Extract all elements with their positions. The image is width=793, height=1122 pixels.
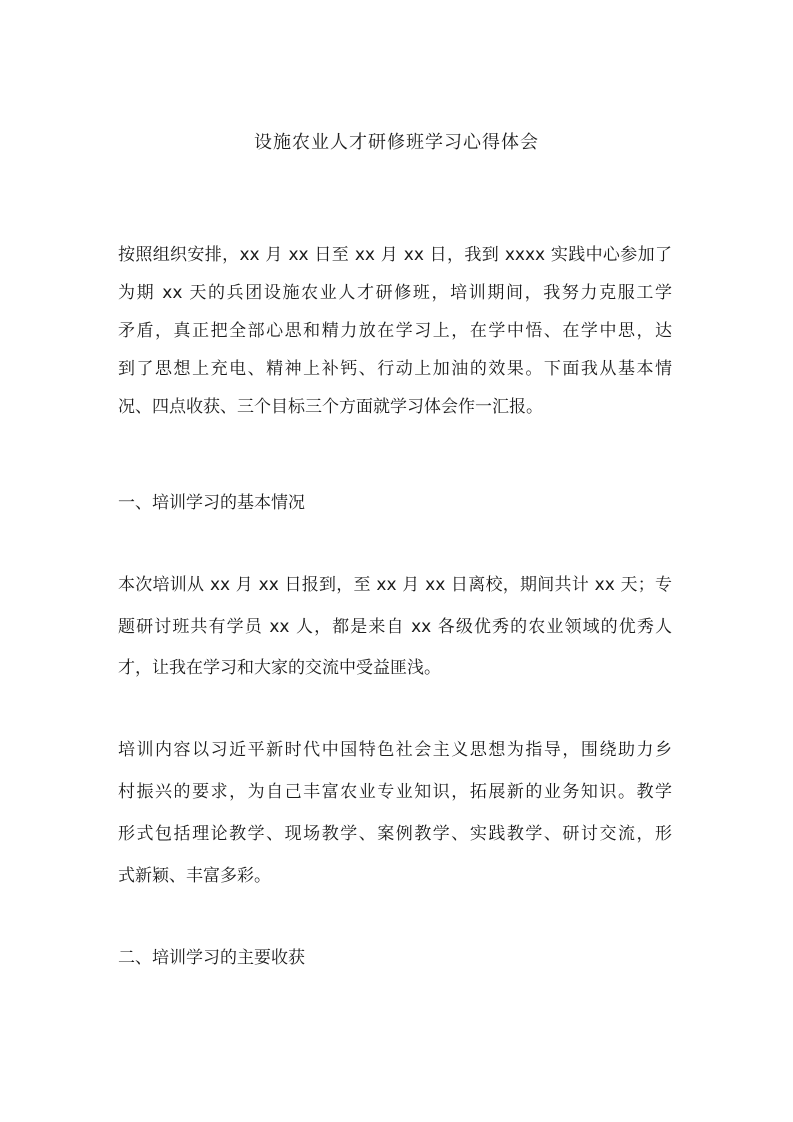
paragraph-line: 本次培训从 xx 月 xx 日报到，至 xx 月 xx 日离校，期间共计 xx 天；专: [118, 575, 672, 595]
paragraph-line: 为期 xx 天的兵团设施农业人才研修班，培训期间，我努力克服工学: [118, 283, 672, 303]
paragraph-line: 矛盾，真正把全部心思和精力放在学习上，在学中悟、在学中思，达: [118, 321, 672, 341]
section-heading-1: 一、培训学习的基本情况: [118, 493, 305, 513]
section-heading-2: 二、培训学习的主要收获: [118, 948, 305, 968]
paragraph-line: 形式包括理论教学、现场教学、案例教学、实践教学、研讨交流，形: [118, 824, 672, 844]
paragraph-line: 况、四点收获、三个目标三个方面就学习体会作一汇报。: [118, 397, 543, 417]
paragraph-line: 题研讨班共有学员 xx 人，都是来自 xx 各级优秀的农业领域的优秀人: [118, 617, 672, 637]
paragraph-line: 村振兴的要求，为自己丰富农业专业知识，拓展新的业务知识。教学: [118, 782, 672, 802]
paragraph-line: 到了思想上充电、精神上补钙、行动上加油的效果。下面我从基本情: [118, 359, 672, 379]
document-title: 设施农业人才研修班学习心得体会: [254, 132, 539, 153]
paragraph-line: 按照组织安排，xx 月 xx 日至 xx 月 xx 日，我到 xxxx 实践中心参加了: [118, 245, 672, 265]
paragraph-line: 式新颖、丰富多彩。: [118, 866, 271, 886]
paragraph-line: 培训内容以习近平新时代中国特色社会主义思想为指导，围绕助力乡: [118, 740, 672, 760]
paragraph-line: 才，让我在学习和大家的交流中受益匪浅。: [118, 658, 441, 678]
